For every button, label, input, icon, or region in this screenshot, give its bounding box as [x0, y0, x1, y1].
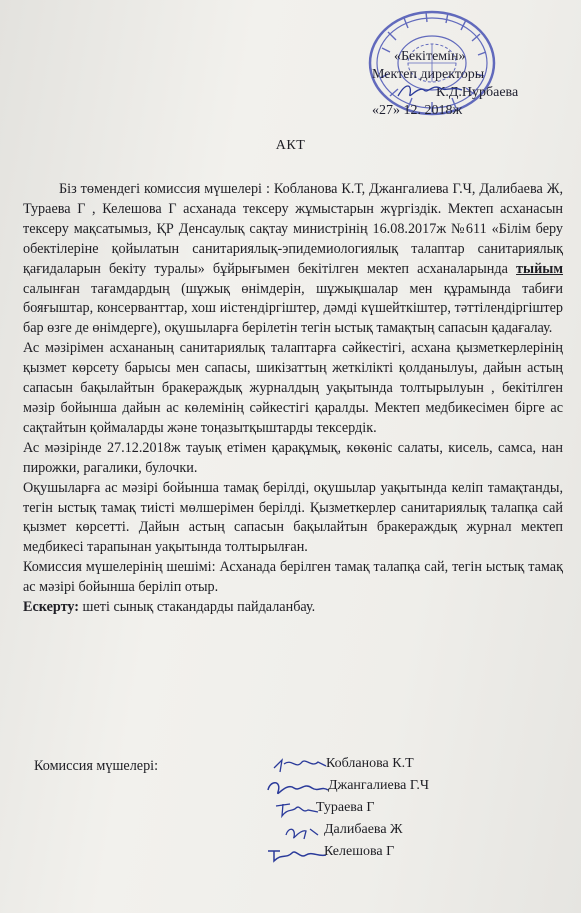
- paragraph-5: Комиссия мүшелерінің шешімі: Асханада берілген тамақ талапқа сай, тегін ыстық тамақ ас мәзірі бойынша беріліп отыр.: [23, 559, 563, 596]
- approval-line-3: К.Д.Нурбаева: [436, 85, 519, 100]
- approval-line-1: «Бекітемін»: [394, 49, 466, 64]
- member-row: [270, 844, 530, 866]
- member-signature: [264, 776, 330, 800]
- paragraph-1-text: Біз төмендегі комиссия мүшелері : Кобланова К.Т, Джангалиева Г.Ч, Далибаева Ж, Тураева Г , Келешова Г асханада тексеру жұмыстарын жүргіздік. Мектеп асханасын тексеру мақсатымыз, ҚР Денсаулық сақтау министрінің 16.08.2017ж №611 «Білім беру обектілеріне қойылатын санитариялық-эпидемиологиялық талаптар санитариялық қағидаларын бекіту туралы» бұйрығымен бекітілген мектеп асханаларында: [23, 181, 563, 277]
- approval-line-4: «27» 12. 2018ж: [372, 103, 463, 118]
- director-signature: [396, 80, 466, 102]
- member-name: Далибаева Ж: [324, 822, 403, 837]
- paragraph-1-emphasis: тыйым: [516, 260, 564, 277]
- members-heading: Комиссия мүшелері:: [34, 758, 159, 774]
- note-label: Ескерту:: [23, 599, 79, 616]
- document-title: АКТ: [275, 138, 306, 153]
- member-row: [270, 800, 530, 822]
- paragraph-3: Ас мәзірінде 27.12.2018ж тауық етімен қарақұмық, көкөніс салаты, кисель, самса, нан пирожки, рагалики, булочки.: [23, 439, 563, 476]
- members-list: [270, 756, 530, 866]
- paragraph-1-rest: салынған тағамдардың (шұжық өнімдерін, шұжықшалар мен құрамында табиғи бояғыштар, консерванттар, хош иістендіргіштер, дәмді күшейткіштер, тәттілендіргіштер бар өзге де өнімдерге), оқушыларға берілетін тегін ыстық тамақтың сапасын қадағалау.: [23, 280, 563, 337]
- member-row: [270, 756, 530, 778]
- member-name: Тураева Г: [316, 800, 375, 815]
- member-signature: [282, 821, 322, 843]
- member-row: [270, 778, 530, 800]
- note-text: шеті сынық стакандарды пайдаланбау.: [79, 599, 316, 616]
- member-signature: [274, 798, 320, 820]
- paragraph-4: Оқушыларға ас мәзірі бойынша тамақ берілді, оқушылар уақытында келіп тамақтанды, тегін ыстық тамақ тиісті мөлшерімен берілді. Қызметкерлер санитариялық талапқа сай қызмет көрсетті. Дайын астың сапасын бақылайтын бракераждық журнал мектеп медбикесі тарапынан уақытында толтырылған.: [23, 479, 563, 556]
- paragraph-2: Ас мәзірімен асхананың санитариялық талаптарға сәйкестігі, асхана қызметкерлерінің қызмет көрсету барысы мен сапасы, шикізаттың жеткілікті қолданылуы, дайын астың сапасын бақылайтын бракераждық журналдың уақытында толтырылуын , бекітілген мәзір бойынша дайын ас көлемінің сәйкестігі қаралды. Мектеп медбикесімен бірге ас сақтайтын қоймаларды және тоңазытқыштарды тексердік.: [23, 340, 563, 436]
- paragraph-1: [23, 180, 563, 339]
- member-name: Келешова Г: [324, 844, 395, 859]
- document-body: [23, 180, 563, 618]
- member-signature: [272, 754, 328, 776]
- member-row: [270, 822, 530, 844]
- member-signature: [266, 843, 328, 865]
- member-name: Кобланова К.Т: [326, 756, 414, 771]
- paragraph-6: [23, 598, 563, 618]
- member-name: Джангалиева Г.Ч: [328, 778, 429, 793]
- approval-line-2: Мектеп директоры: [372, 67, 485, 82]
